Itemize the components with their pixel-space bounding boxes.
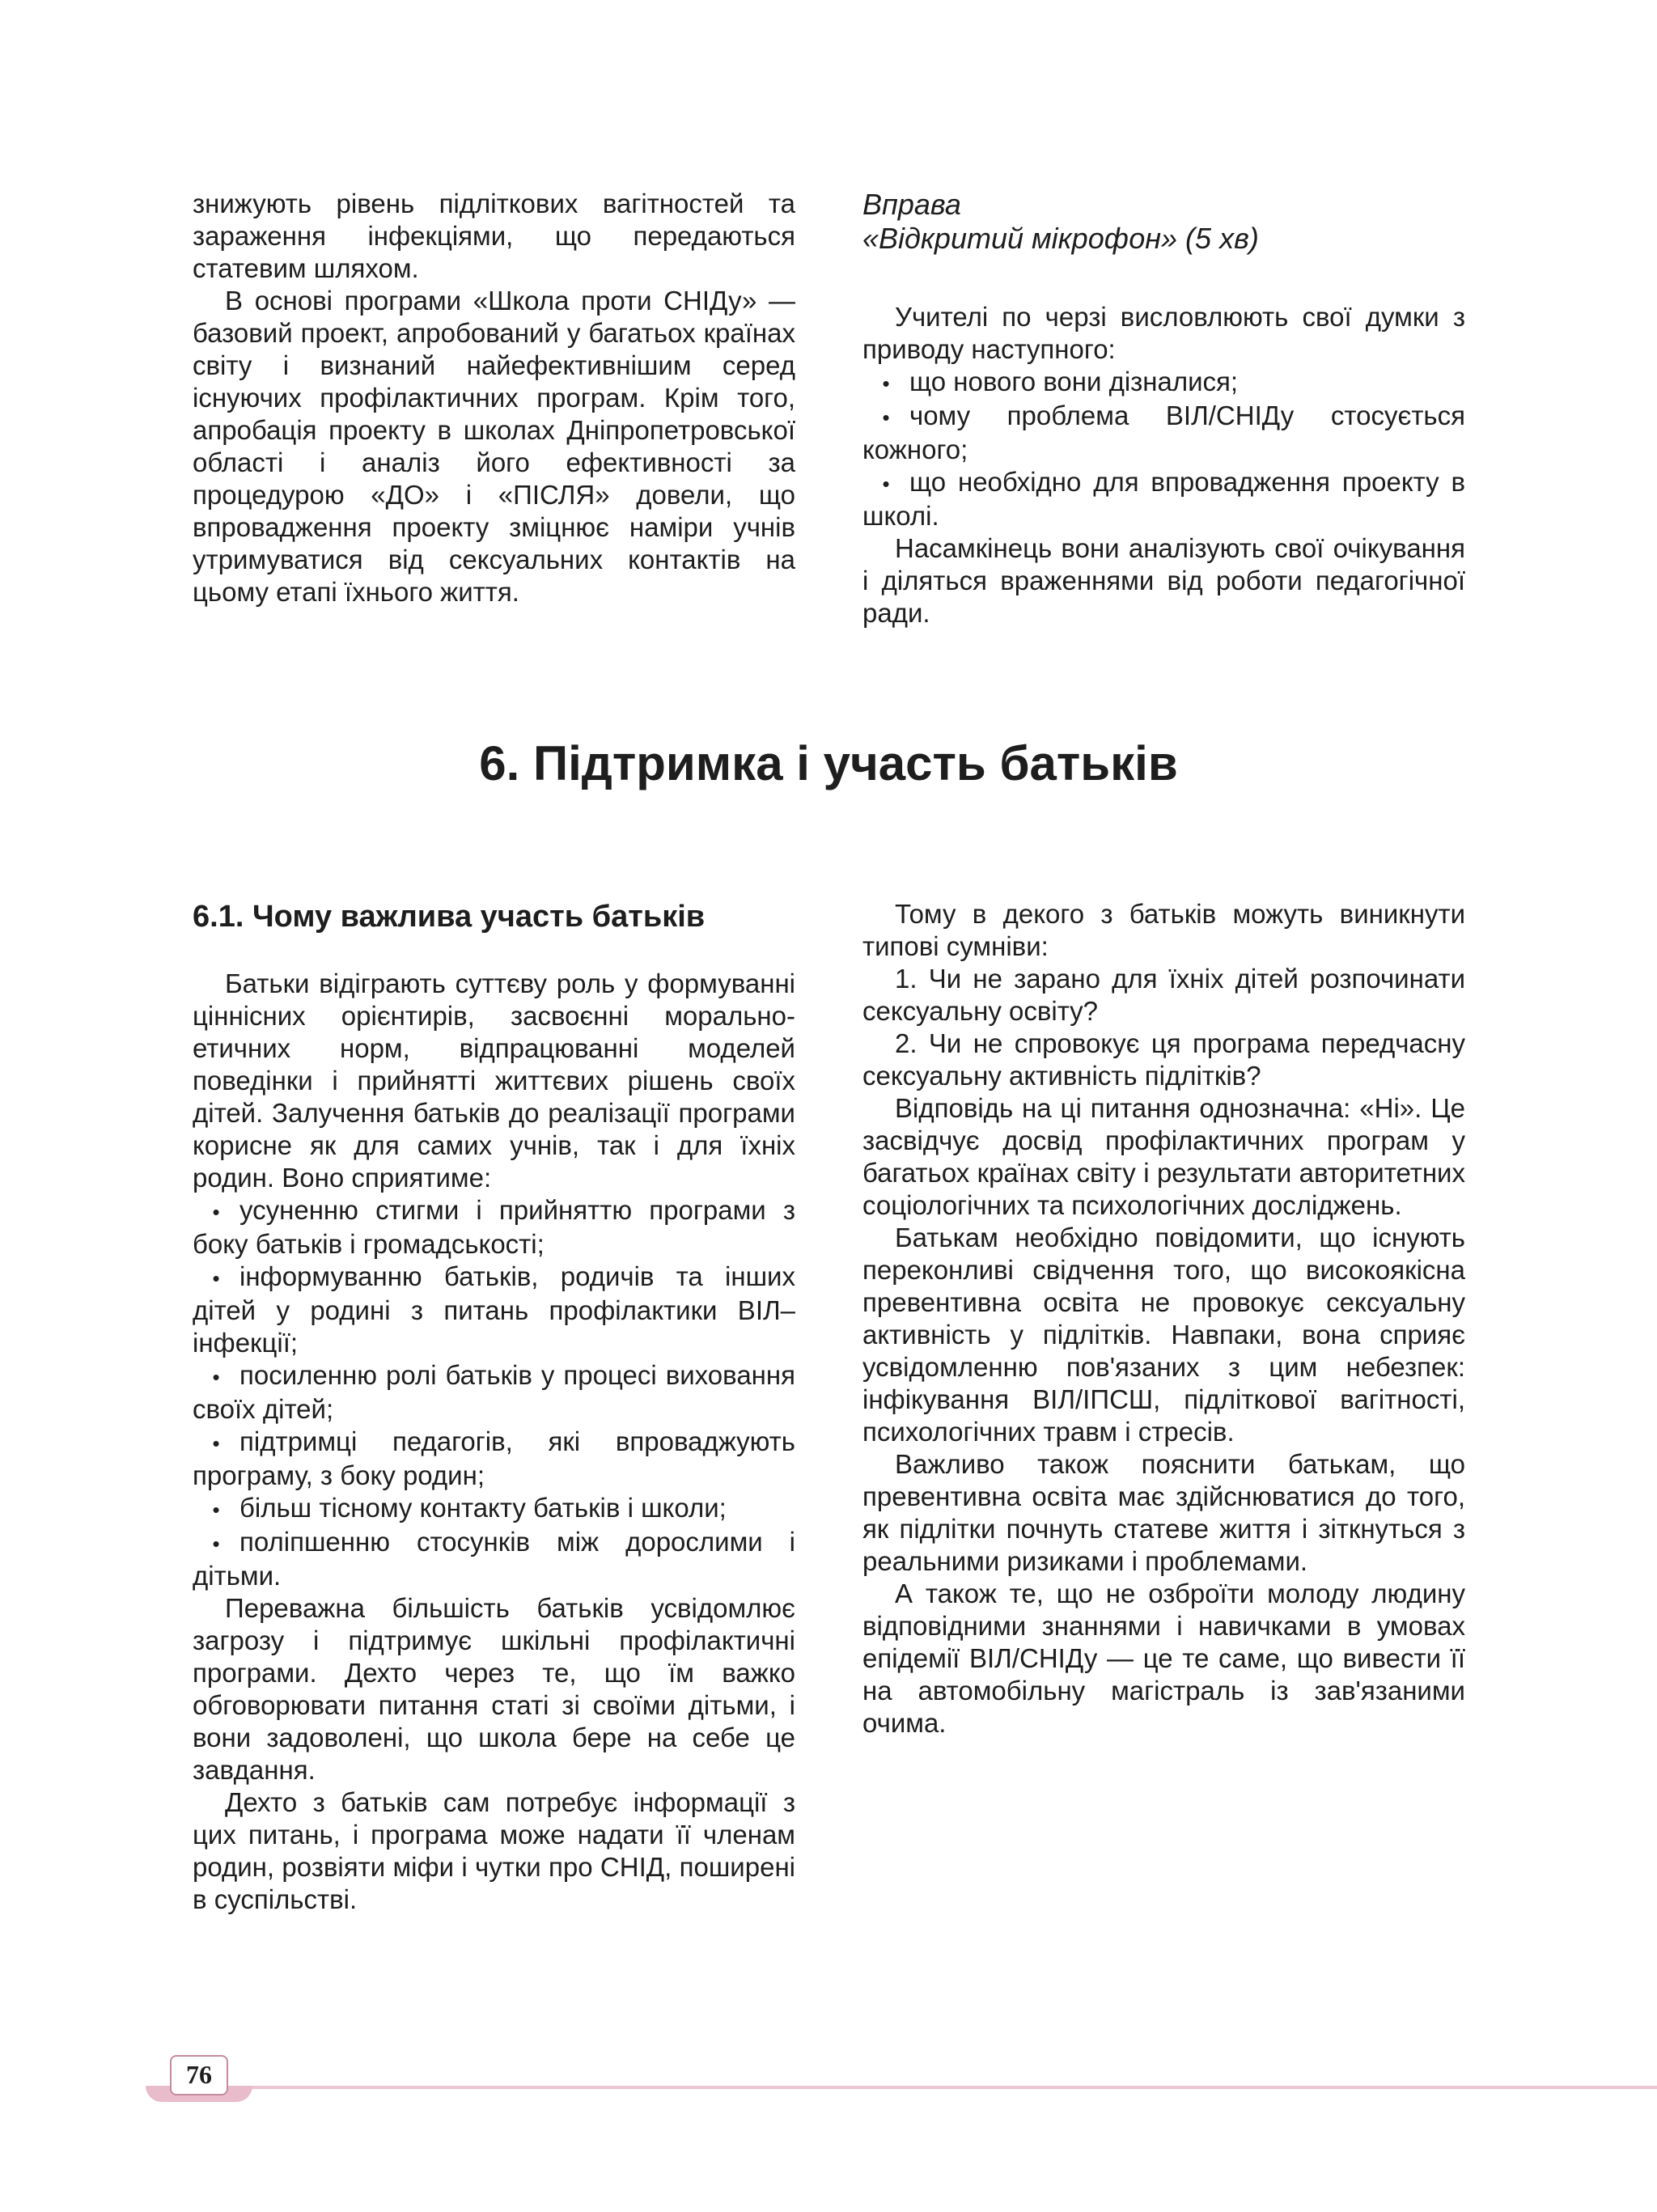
top-left-column — [193, 188, 795, 608]
bullet-icon: • — [882, 472, 890, 496]
list-item: • усуненню стигми і прийняттю програми з боку батьків і громадськості; — [193, 1195, 795, 1259]
bottom-left-column — [193, 898, 795, 1916]
paragraph: В основі програми «Школа проти СНІДу» — базовий проект, апробований у багатьох країнах світу і визнаний найефективнішим серед існуючих профілактичних програм. Крім того, апробація проекту в школах Дніпропетровської області і аналіз його ефективності за процедурою «ДО» і «ПІСЛЯ» довели, що впровадження проекту зміцнює наміри учнів утримуватися від сексуальних контактів на цьому етапі їхнього життя. — [193, 286, 795, 607]
list-item: • що нового вони дізналися; — [862, 366, 1465, 400]
paragraph: Дехто з батьків сам потребує інформації з цих питань, і програма може надати її членам родин, розвіяти міфи і чутки про СНІД, поширені в суспільстві. — [193, 1787, 795, 1914]
paragraph: А також те, що не озброїти молоду людину відповідними знаннями і навичками в умовах епідемії ВІЛ/СНІДу — це те саме, що вивести її на автомобільну магістраль із зав'язаними очима. — [862, 1578, 1465, 1738]
list-item: • інформуванню батьків, родичів та інших дітей у родині з питань профілактики ВІЛ–інфекції; — [193, 1261, 795, 1358]
paragraph: знижують рівень підліткових вагітностей та зараження інфекціями, що передаються статевим шляхом. — [193, 189, 795, 283]
paragraph: Насамкінець вони аналізують свої очікування і діляться враженнями від роботи педагогічної ради. — [862, 533, 1465, 628]
bullet-icon: • — [882, 371, 890, 396]
paragraph: Батькам необхідно повідомити, що існують переконливі свідчення того, що високоякісна превентивна освіта не провокує сексуальну активність у підлітків. Навпаки, вона сприяє усвідомленню пов'язаних з цим небезпек: інфікування ВІЛ/ІПСШ, підліткової вагітності, психологічних травм і стресів. — [862, 1223, 1465, 1447]
bullet-icon: • — [212, 1431, 220, 1456]
list-item: • поліпшенню стосунків між дорослими і дітьми. — [193, 1527, 795, 1591]
list-item: • чому проблема ВІЛ/СНІДу стосується кожного; — [862, 400, 1465, 464]
bottom-right-column — [862, 898, 1465, 1740]
bullet-icon: • — [212, 1266, 220, 1290]
question-item: 1. Чи не зарано для їхніх дітей розпочинати сексуальну освіту? — [862, 964, 1465, 1026]
bullet-icon: • — [212, 1532, 220, 1556]
bullet-icon: • — [882, 405, 890, 430]
footer-rule — [162, 2086, 1610, 2089]
paragraph: Відповідь на ці питання однозначна: «Ні». Це засвідчує досвід профілактичних програм у багатьох країнах світу і результати авторитетних соціологічних та психологічних досліджень. — [862, 1093, 1465, 1220]
exercise-title-line1: Вправа — [862, 188, 961, 221]
list-item: • більш тісному контакту батьків і школи; — [193, 1492, 795, 1526]
bullet-icon: • — [212, 1200, 220, 1224]
top-right-column — [862, 188, 1465, 629]
paragraph: Тому в декого з батьків можуть виникнути типові сумніви: — [862, 899, 1465, 961]
question-item: 2. Чи не спровокує ця програма передчасну сексуальну активність підлітків? — [862, 1028, 1465, 1091]
bullet-icon: • — [212, 1365, 220, 1389]
exercise-title — [862, 188, 1465, 256]
section-title: 6. Підтримка і участь батьків — [479, 736, 1178, 790]
footer-rule-end — [1610, 2086, 1657, 2089]
paragraph: Батьки відіграють суттєву роль у формуванні ціннісних орієнтирів, засвоєнні морально-етичних норм, відпрацюванні моделей поведінки і прийнятті життєвих рішень своїх дітей. Залучення батьків до реалізації програми корисне як для самих учнів, так і для їхніх родин. Воно сприятиме: — [193, 968, 795, 1193]
list-item: • посиленню ролі батьків у процесі виховання своїх дітей; — [193, 1360, 795, 1424]
subsection-title: 6.1. Чому важлива участь батьків — [193, 900, 706, 934]
list-item: • що необхідно для впровадження проекту в школі. — [862, 467, 1465, 531]
page-number: 76 — [170, 2055, 228, 2095]
list-item: • підтримці педагогів, які впроваджують програму, з боку родин; — [193, 1426, 795, 1490]
bullet-icon: • — [212, 1498, 220, 1522]
paragraph: Важливо також пояснити батькам, що превентивна освіта має здійснюватися до того, як підлітки почнуть статеве життя і зіткнуться з реальними ризиками і проблемами. — [862, 1449, 1465, 1576]
exercise-title-line2: «Відкритий мікрофон» (5 хв) — [862, 222, 1259, 255]
paragraph: Учителі по черзі висловлюють свої думки з приводу наступного: — [862, 302, 1465, 364]
paragraph: Переважна більшість батьків усвідомлює загрозу і підтримує шкільні профілактичні програми. Дехто через те, що їм важко обговорювати питання статі зі своїми дітьми, і вони задоволені, що школа бере на себе це завдання. — [193, 1593, 795, 1785]
